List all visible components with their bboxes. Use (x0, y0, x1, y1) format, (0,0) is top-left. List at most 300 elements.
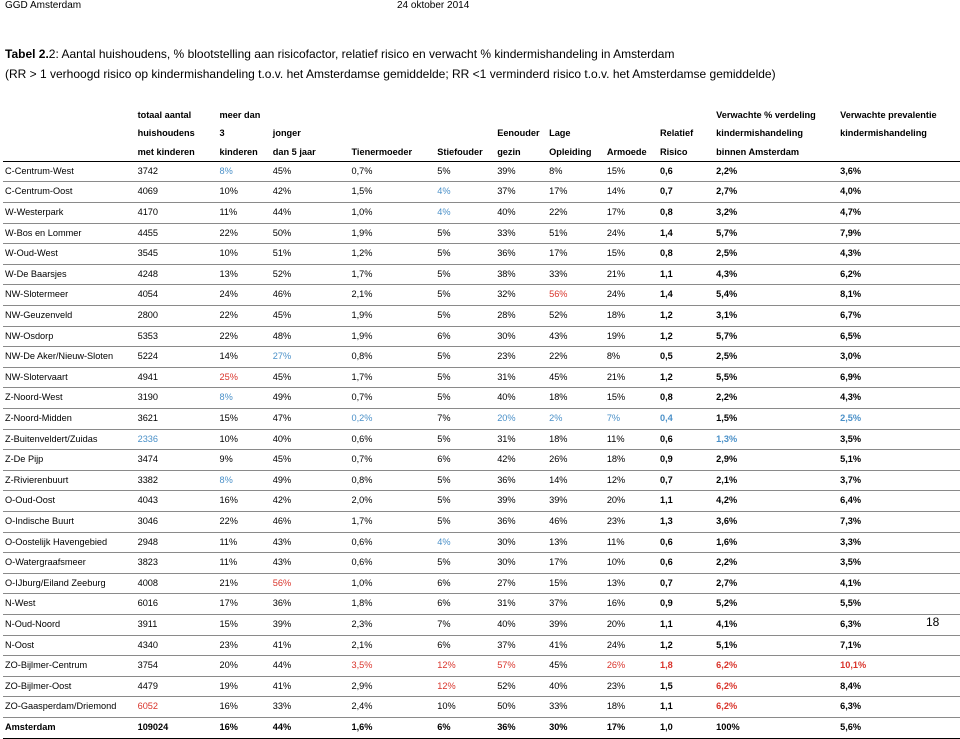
column-header: kinderen (217, 143, 270, 162)
table-cell: 3,5% (838, 553, 960, 574)
district-name: O-Oostelijk Havengebied (3, 532, 136, 553)
table-cell: 2,5% (714, 244, 838, 265)
table-cell: 5% (435, 347, 495, 368)
table-cell: 3382 (136, 470, 218, 491)
table-cell: 49% (271, 388, 350, 409)
table-row (3, 470, 960, 491)
table-cell: 5% (435, 511, 495, 532)
table-cell: 3,0% (838, 347, 960, 368)
column-header (547, 106, 605, 124)
table-cell: 50% (271, 223, 350, 244)
table-cell: 15% (547, 573, 605, 594)
table-cell: 6,2% (714, 656, 838, 677)
table-row (3, 367, 960, 388)
table-cell: 39% (495, 161, 547, 182)
district-name: W-De Baarsjes (3, 264, 136, 285)
table-cell: 6,2% (714, 697, 838, 718)
table-cell: 3,6% (714, 511, 838, 532)
table-row (3, 697, 960, 718)
table-cell: 19% (605, 326, 658, 347)
table-row (3, 285, 960, 306)
table-row (3, 511, 960, 532)
table-cell: 5,4% (714, 285, 838, 306)
table-cell: 3,2% (714, 203, 838, 224)
table-cell: 1,8% (349, 594, 435, 615)
column-header: met kinderen (136, 143, 218, 162)
table-cell: 7% (435, 409, 495, 430)
table-cell: 51% (271, 244, 350, 265)
table-cell: 7% (435, 614, 495, 635)
table-cell: 37% (547, 594, 605, 615)
table-row (3, 347, 960, 368)
table-cell: 36% (495, 511, 547, 532)
table-cell: 1,3% (714, 429, 838, 450)
table-cell: 0,4 (658, 409, 714, 430)
table-cell: 2800 (136, 306, 218, 327)
table-row (3, 553, 960, 574)
table-cell: 18% (547, 429, 605, 450)
table-cell: 1,4 (658, 285, 714, 306)
table-row (3, 223, 960, 244)
district-name: Z-Noord-West (3, 388, 136, 409)
table-cell: 5% (435, 553, 495, 574)
table-cell: 8% (605, 347, 658, 368)
table-cell: 44% (271, 717, 350, 738)
table-cell: 36% (495, 470, 547, 491)
table-cell: 8% (217, 388, 270, 409)
table-cell: 7% (605, 409, 658, 430)
table-cell: 24% (605, 285, 658, 306)
table-cell: 4,3% (838, 388, 960, 409)
table-cell: 3545 (136, 244, 218, 265)
table-cell: 0,6% (349, 429, 435, 450)
table-cell: 2,2% (714, 161, 838, 182)
table-body (3, 161, 960, 738)
column-header (3, 106, 136, 124)
column-header: gezin (495, 143, 547, 162)
table-cell: 1,2 (658, 326, 714, 347)
table-cell: 1,9% (349, 306, 435, 327)
table-cell: 39% (547, 614, 605, 635)
column-header: 3 (219, 128, 225, 139)
table-cell: 1,5% (714, 409, 838, 430)
table-cell: 39% (495, 491, 547, 512)
table-cell: 12% (435, 676, 495, 697)
table-cell: 8,1% (838, 285, 960, 306)
column-header: meer dan (219, 110, 261, 120)
table-cell: 15% (605, 388, 658, 409)
table-cell: 30% (495, 326, 547, 347)
table-cell: 1,7% (349, 511, 435, 532)
table-row (3, 491, 960, 512)
table-cell: 1,3 (658, 511, 714, 532)
table-cell: 56% (547, 285, 605, 306)
page-number: 18 (926, 615, 940, 629)
table-row (3, 388, 960, 409)
district-name: NW-Slotermeer (3, 285, 136, 306)
table-cell: 3,3% (838, 532, 960, 553)
table-cell: 4170 (136, 203, 218, 224)
table-cell: 17% (547, 182, 605, 203)
table-cell: 43% (547, 326, 605, 347)
table-cell: 23% (605, 511, 658, 532)
table-cell: 1,5 (658, 676, 714, 697)
table-cell: 33% (547, 697, 605, 718)
table-cell: 2,2% (714, 553, 838, 574)
table-cell: 11% (217, 532, 270, 553)
table-cell: 4941 (136, 367, 218, 388)
table-row (3, 573, 960, 594)
table-cell: 30% (547, 717, 605, 738)
table-row (3, 450, 960, 471)
table-row (3, 532, 960, 553)
table-row (3, 656, 960, 677)
table-cell: 40% (547, 676, 605, 697)
district-name: Z-Buitenveldert/Zuidas (3, 429, 136, 450)
district-name: NW-De Aker/Nieuw-Sloten (3, 347, 136, 368)
table-cell: 19% (217, 676, 270, 697)
table-cell: 5% (435, 244, 495, 265)
district-name: N-Oud-Noord (3, 614, 136, 635)
table-cell: 0,8 (658, 244, 714, 265)
table-cell: 13% (605, 573, 658, 594)
table-cell: 11% (605, 532, 658, 553)
table-cell: 10% (217, 429, 270, 450)
table-cell: 1,6% (349, 717, 435, 738)
column-header: jonger (272, 128, 301, 139)
table-cell: 0,8% (349, 347, 435, 368)
table-cell: 1,2 (658, 367, 714, 388)
table-cell: 45% (547, 367, 605, 388)
table-cell: 1,2% (349, 244, 435, 265)
table-row (3, 182, 960, 203)
table-row (3, 161, 960, 182)
column-header (435, 124, 495, 142)
table-cell: 5% (435, 285, 495, 306)
table-cell: 23% (605, 676, 658, 697)
district-name: Z-Rivierenbuurt (3, 470, 136, 491)
table-cell: 0,7% (349, 450, 435, 471)
table-cell: 5,2% (714, 594, 838, 615)
table-cell: 45% (271, 161, 350, 182)
district-name: W-Oud-West (3, 244, 136, 265)
table-cell: 22% (217, 326, 270, 347)
column-header (349, 124, 435, 142)
table-cell: 0,8 (658, 203, 714, 224)
table-cell: 30% (495, 553, 547, 574)
column-header: Stiefouder (435, 143, 495, 162)
table-cell: 12% (605, 470, 658, 491)
table-cell: 20% (217, 656, 270, 677)
table-cell: 33% (547, 264, 605, 285)
table-cell: 40% (495, 614, 547, 635)
table-cell: 6,2% (838, 264, 960, 285)
table-cell: 18% (605, 306, 658, 327)
table-cell: 42% (271, 182, 350, 203)
table-cell: 1,4 (658, 223, 714, 244)
table-cell: 18% (605, 697, 658, 718)
header-row (3, 143, 960, 162)
table-cell: 22% (217, 511, 270, 532)
table-cell: 4069 (136, 182, 218, 203)
table-cell: 24% (605, 635, 658, 656)
district-name: Z-Noord-Midden (3, 409, 136, 430)
table-cell: 2,9% (349, 676, 435, 697)
table-cell: 1,7% (349, 367, 435, 388)
table-cell: 36% (495, 717, 547, 738)
table-cell: 0,6 (658, 429, 714, 450)
column-header (495, 106, 547, 124)
data-table (3, 106, 960, 739)
table-cell: 1,0 (658, 717, 714, 738)
table-cell: 31% (495, 367, 547, 388)
table-cell: 10% (217, 244, 270, 265)
table-cell: 6,3% (838, 614, 960, 635)
table-cell: 0,8 (658, 388, 714, 409)
table-cell: 46% (547, 511, 605, 532)
table-cell: 8% (547, 161, 605, 182)
header-row (3, 124, 960, 142)
table-cell: 6,9% (838, 367, 960, 388)
district-name: C-Centrum-Oost (3, 182, 136, 203)
table-cell: 50% (495, 697, 547, 718)
table-cell: 4,0% (838, 182, 960, 203)
table-cell: 11% (217, 553, 270, 574)
table-cell: 1,1 (658, 614, 714, 635)
table-cell: 6,5% (838, 326, 960, 347)
header-date: 24 oktober 2014 (397, 0, 470, 11)
table-cell: 5,5% (838, 594, 960, 615)
table-cell: 3,7% (838, 470, 960, 491)
table-cell: 0,7% (349, 388, 435, 409)
table-row (3, 306, 960, 327)
table-cell: 17% (605, 717, 658, 738)
table-cell: 2,3% (349, 614, 435, 635)
district-name: O-IJburg/Eiland Zeeburg (3, 573, 136, 594)
table-cell: 51% (547, 223, 605, 244)
district-name: Amsterdam (3, 717, 136, 738)
column-header: Opleiding (547, 143, 605, 162)
table-cell: 36% (271, 594, 350, 615)
table-cell: 4479 (136, 676, 218, 697)
table-cell: 3046 (136, 511, 218, 532)
district-name: NW-Osdorp (3, 326, 136, 347)
district-name: O-Oud-Oost (3, 491, 136, 512)
district-name: N-West (3, 594, 136, 615)
table-cell: 4% (435, 182, 495, 203)
table-cell: 37% (495, 182, 547, 203)
table-cell: 2,7% (714, 573, 838, 594)
table-cell: 2,4% (349, 697, 435, 718)
table-cell: 6,2% (714, 676, 838, 697)
table-cell: 10% (217, 182, 270, 203)
table-cell: 43% (271, 532, 350, 553)
table-cell: 4340 (136, 635, 218, 656)
table-cell: 2,0% (349, 491, 435, 512)
table-cell: 2,5% (714, 347, 838, 368)
table-cell: 4008 (136, 573, 218, 594)
table-cell: 13% (547, 532, 605, 553)
table-cell: 3754 (136, 656, 218, 677)
column-header: Armoede (605, 143, 658, 162)
table-cell: 6,3% (838, 697, 960, 718)
table-cell: 4,3% (838, 244, 960, 265)
table-cell: 39% (547, 491, 605, 512)
column-header: huishoudens (137, 128, 195, 139)
table-cell: 0,6% (349, 553, 435, 574)
table-cell: 6016 (136, 594, 218, 615)
table-cell: 45% (271, 306, 350, 327)
table-cell: 30% (495, 532, 547, 553)
table-cell: 26% (547, 450, 605, 471)
table-cell: 4,1% (714, 614, 838, 635)
table-cell: 2,5% (838, 409, 960, 430)
table-cell: 31% (495, 429, 547, 450)
table-cell: 48% (271, 326, 350, 347)
table-cell: 6% (435, 450, 495, 471)
table-cell: 23% (217, 635, 270, 656)
district-name: N-Oost (3, 635, 136, 656)
table-cell: 44% (271, 656, 350, 677)
column-header: Verwachte prevalentie (840, 110, 937, 120)
table-cell: 2,2% (714, 388, 838, 409)
table-cell: 1,7% (349, 264, 435, 285)
table-cell: 6,7% (838, 306, 960, 327)
table-cell: 43% (271, 553, 350, 574)
column-header: dan 5 jaar (271, 143, 350, 162)
table-cell: 16% (217, 491, 270, 512)
table-cell: 5,1% (714, 635, 838, 656)
header-row (3, 106, 960, 124)
table-cell: 11% (605, 429, 658, 450)
table-cell: 6% (435, 635, 495, 656)
table-cell: 5,1% (838, 450, 960, 471)
table-cell: 52% (495, 676, 547, 697)
table-cell: 33% (271, 697, 350, 718)
column-header (605, 124, 658, 142)
table-cell: 8,4% (838, 676, 960, 697)
column-header (271, 106, 350, 124)
column-header (435, 106, 495, 124)
table-cell: 7,3% (838, 511, 960, 532)
table-cell: 0,6 (658, 532, 714, 553)
table-row (3, 326, 960, 347)
caption-text-1: 2: Aantal huishoudens, % blootstelling aan risicofactor, relatief risico en verwacht % kindermishandeling in Amsterdam (48, 47, 675, 61)
table-cell: 0,6 (658, 553, 714, 574)
table-cell: 6% (435, 326, 495, 347)
table-cell: 27% (271, 347, 350, 368)
table-cell: 2,1% (349, 635, 435, 656)
table-cell: 6,4% (838, 491, 960, 512)
table-cell: 2% (547, 409, 605, 430)
table-caption (5, 44, 945, 84)
table-cell: 20% (605, 614, 658, 635)
table-cell: 22% (217, 306, 270, 327)
table-cell: 10% (605, 553, 658, 574)
table-cell: 3911 (136, 614, 218, 635)
table-cell: 16% (217, 697, 270, 718)
table-cell: 1,0% (349, 573, 435, 594)
table-cell: 52% (547, 306, 605, 327)
column-header (3, 124, 136, 142)
table-cell: 42% (495, 450, 547, 471)
table-cell: 0,9 (658, 594, 714, 615)
table-cell: 1,2 (658, 635, 714, 656)
table-cell: 3,5% (349, 656, 435, 677)
table-cell: 41% (271, 676, 350, 697)
table-cell: 45% (271, 367, 350, 388)
caption-line-2: (RR > 1 verhoogd risico op kindermishandeling t.o.v. het Amsterdamse gemiddelde; RR <1 verminderd risico t.o.v. het Amsterdamse gemiddelde) (5, 67, 776, 81)
table-cell: 22% (217, 223, 270, 244)
table-cell: 9% (217, 450, 270, 471)
column-header (3, 143, 136, 162)
table-cell: 21% (217, 573, 270, 594)
table-cell: 5,6% (838, 717, 960, 738)
table-cell: 20% (605, 491, 658, 512)
table-cell: 23% (495, 347, 547, 368)
district-name: NW-Slotervaart (3, 367, 136, 388)
district-name: O-Watergraafsmeer (3, 553, 136, 574)
table-row (3, 635, 960, 656)
table-cell: 49% (271, 470, 350, 491)
table-cell: 3,5% (838, 429, 960, 450)
table-cell: 5% (435, 429, 495, 450)
table-cell: 5% (435, 223, 495, 244)
table-cell: 37% (495, 635, 547, 656)
table-cell: 0,7% (349, 161, 435, 182)
table-cell: 6% (435, 573, 495, 594)
table-cell: 25% (217, 367, 270, 388)
table-cell: 10% (435, 697, 495, 718)
table-cell: 42% (271, 491, 350, 512)
table-cell: 5% (435, 491, 495, 512)
table-cell: 57% (495, 656, 547, 677)
table-cell: 15% (605, 161, 658, 182)
table-cell: 4248 (136, 264, 218, 285)
table-row (3, 203, 960, 224)
district-name: ZO-Bijlmer-Centrum (3, 656, 136, 677)
table-cell: 3742 (136, 161, 218, 182)
table-row (3, 676, 960, 697)
table-header (3, 106, 960, 161)
table-cell: 5% (435, 367, 495, 388)
table-cell: 31% (495, 594, 547, 615)
table-cell: 13% (217, 264, 270, 285)
table-cell: 3621 (136, 409, 218, 430)
table-cell: 1,0% (349, 203, 435, 224)
table-cell: 52% (271, 264, 350, 285)
column-header: kindermishandeling (840, 128, 927, 139)
table-cell: 0,7 (658, 470, 714, 491)
table-cell: 1,9% (349, 326, 435, 347)
table-cell: 36% (495, 244, 547, 265)
caption-label: Tabel 2. (5, 47, 49, 61)
table-cell: 26% (605, 656, 658, 677)
table-cell: 15% (605, 244, 658, 265)
column-header (658, 106, 714, 124)
table-cell: 17% (547, 244, 605, 265)
district-name: Z-De Pijp (3, 450, 136, 471)
table-cell: 17% (217, 594, 270, 615)
table-cell: 4043 (136, 491, 218, 512)
table-cell: 14% (605, 182, 658, 203)
table-cell: 1,8 (658, 656, 714, 677)
table-cell: 1,5% (349, 182, 435, 203)
table-cell: 3474 (136, 450, 218, 471)
table-cell: 21% (605, 264, 658, 285)
table-cell: 32% (495, 285, 547, 306)
table-row (3, 244, 960, 265)
